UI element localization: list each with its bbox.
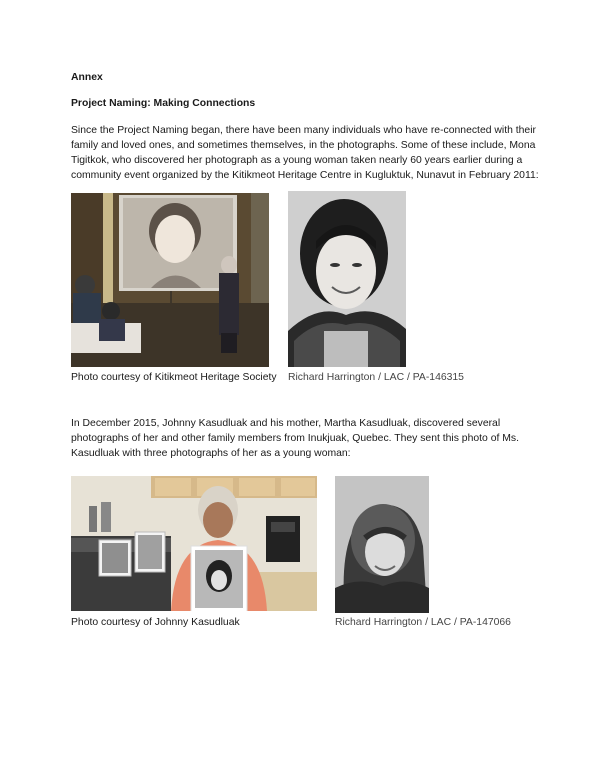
caption-photo-pa-147066: Richard Harrington / LAC / PA-147066 [335, 617, 511, 628]
photo-archival-portrait-mona [288, 191, 406, 367]
photo-archival-portrait-martha [335, 476, 429, 613]
annex-label: Annex [71, 72, 103, 83]
paragraph-kasudluak: In December 2015, Johnny Kasudluak and his mother, Martha Kasudluak, discovered several photographs of her and other family members from Inukjuak, Quebec. They sent this photo of Ms. Kasudluak with three photographs of her as a young woman: [71, 418, 519, 459]
caption-photo-pa-146315: Richard Harrington / LAC / PA-146315 [288, 372, 464, 383]
photo-heritage-centre-event [71, 193, 269, 367]
caption-photo-johnny-kasudluak: Photo courtesy of Johnny Kasudluak [71, 617, 240, 628]
caption-photo-heritage-society: Photo courtesy of Kitikmeot Heritage Society [71, 372, 277, 383]
photo-martha-kasudluak-kitchen [71, 476, 317, 611]
section-heading: Project Naming: Making Connections [71, 98, 256, 109]
paragraph-intro: Since the Project Naming began, there have been many individuals who have re-connected with their family and loved ones, and sometimes themselves, in the photographs. Some of these include, Mona Tigitkok, who discovered her photograph as a young woman taken nearly 60 years earlier during a community event organized by the Kitikmeot Heritage Centre in Kugluktuk, Nunavut in February 2011: [71, 125, 539, 181]
